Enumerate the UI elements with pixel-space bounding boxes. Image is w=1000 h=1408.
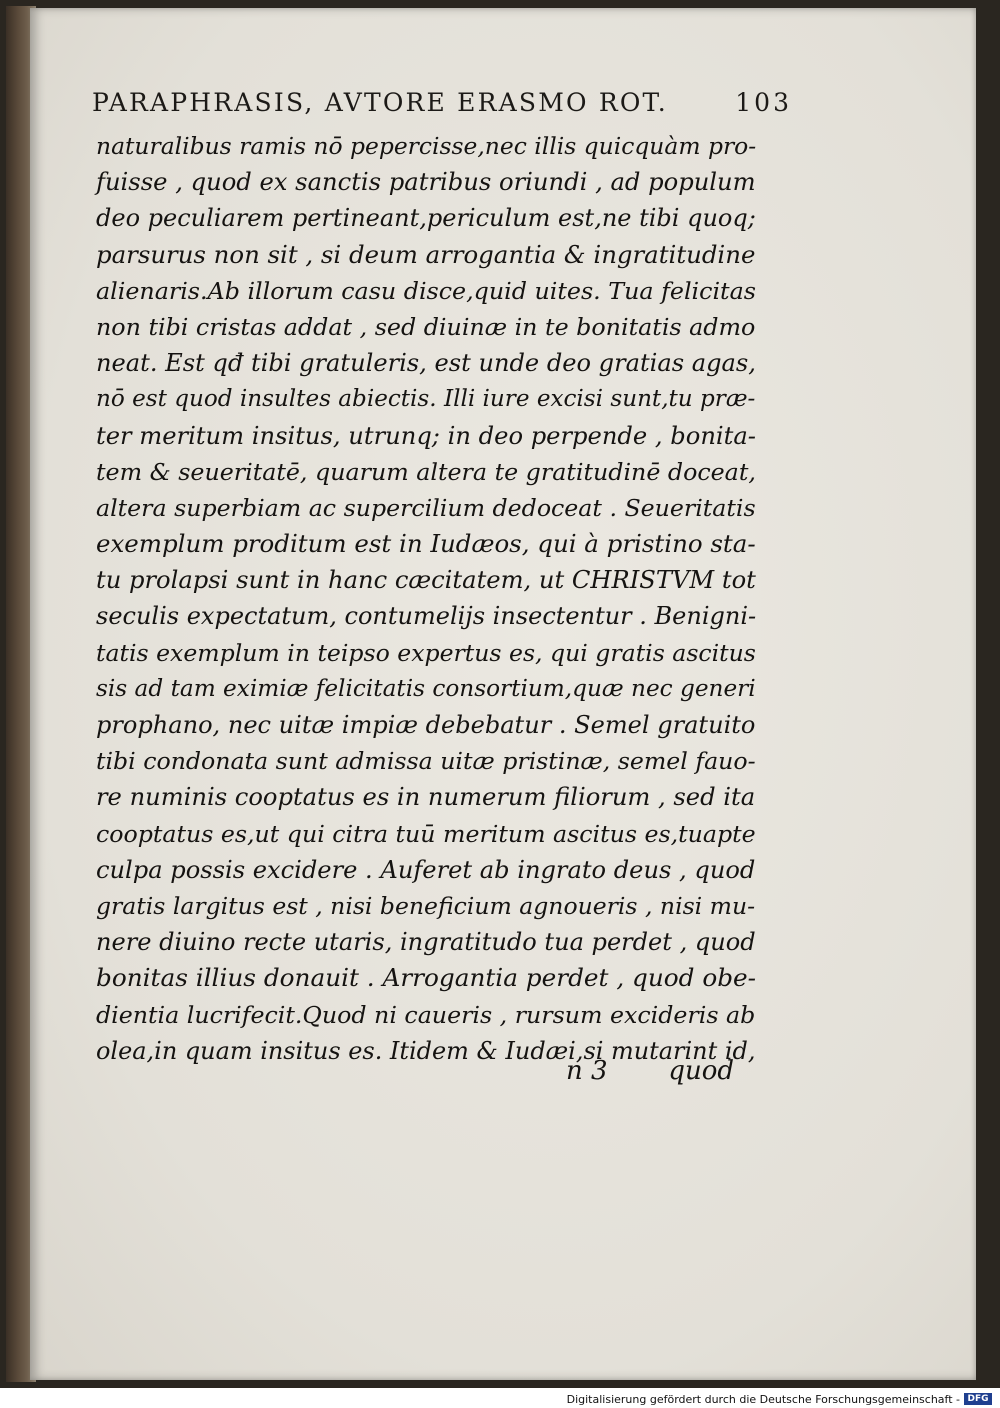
running-head bbox=[92, 88, 792, 124]
text-line: altera superbiam ac supercilium dedoceat . Seueritatis bbox=[96, 493, 756, 522]
text-line: cooptatus es,ut qui citra tuū meritum ascitus es,tuapte bbox=[96, 819, 756, 848]
text-line: tu prolapsi sunt in hanc cæcitatem, ut CHRISTVM tot bbox=[96, 566, 756, 595]
text-line: gratis largitus est , nisi beneficium agnoueris , nisi mu- bbox=[96, 891, 756, 920]
text-line: naturalibus ramis nō pepercisse,nec illis quicquàm pro- bbox=[96, 132, 757, 160]
dfg-logo-icon: DFG bbox=[964, 1393, 992, 1405]
text-line: ter meritum insitus, utrunq; in deo perpende , bonita- bbox=[96, 421, 756, 450]
digitization-credit bbox=[567, 1391, 992, 1407]
text-line: exemplum proditum est in Iudæos, qui à pristino sta- bbox=[96, 529, 756, 559]
credit-text: Digitalisierung gefördert durch die Deutsche Forschungsgemeinschaft - bbox=[566, 1392, 960, 1406]
text-line: bonitas illius donauit . Arrogantia perdet , quod obe- bbox=[96, 963, 757, 993]
text-line: nō est quod insultes abiectis. Illi iure excisi sunt,tu præ- bbox=[96, 386, 756, 413]
text-line: tibi condonata sunt admissa uitæ pristinæ, semel fauo- bbox=[96, 747, 756, 776]
text-line: alienaris.Ab illorum casu disce,quid uites. Tua felicitas bbox=[96, 276, 756, 305]
text-line: olea,in quam insitus es. Itidem & Iudæi,si mutarint id, bbox=[96, 1036, 756, 1065]
text-line: tatis exemplum in teipso expertus es, qui gratis ascitus bbox=[96, 638, 756, 667]
body-text bbox=[96, 128, 756, 1069]
text-line: prophano, nec uitæ impiæ debebatur . Semel gratuito bbox=[96, 711, 756, 739]
text-line: seculis expectatum, contumelijs insectentur . Benigni- bbox=[96, 602, 757, 631]
signature-mark: n 3 bbox=[566, 1056, 608, 1086]
text-line: dientia lucrifecit.Quod ni caueris , rursum excideris ab bbox=[96, 1000, 756, 1029]
text-line: parsurus non sit , si deum arrogantia & ingratitudine bbox=[96, 239, 756, 269]
text-line: non tibi cristas addat , sed diuinæ in te bonitatis admo bbox=[96, 312, 756, 341]
text-line: deo peculiarem pertineant,periculum est,ne tibi quoq; bbox=[96, 204, 756, 233]
text-line: tem & seueritatē, quarum altera te gratitudinē doceat, bbox=[96, 457, 756, 486]
folio-number: 103 bbox=[735, 88, 792, 117]
page-footer bbox=[96, 1056, 756, 1092]
text-line: culpa possis excidere . Auferet ab ingrato deus , quod bbox=[96, 855, 756, 884]
text-line: nere diuino recte utaris, ingratitudo tua perdet , quod bbox=[96, 928, 756, 957]
running-title: PARAPHRASIS, AVTORE ERASMO ROT. bbox=[92, 88, 668, 117]
text-line: neat. Est qđ tibi gratuleris, est unde deo gratias agas, bbox=[96, 349, 756, 378]
text-line: fuisse , quod ex sanctis patribus oriundi , ad populum bbox=[96, 168, 756, 197]
text-line: sis ad tam eximiæ felicitatis consortium,quæ nec generi bbox=[96, 674, 756, 702]
catchword: quod bbox=[668, 1056, 734, 1086]
text-line: re numinis cooptatus es in numerum filiorum , sed ita bbox=[96, 783, 756, 812]
